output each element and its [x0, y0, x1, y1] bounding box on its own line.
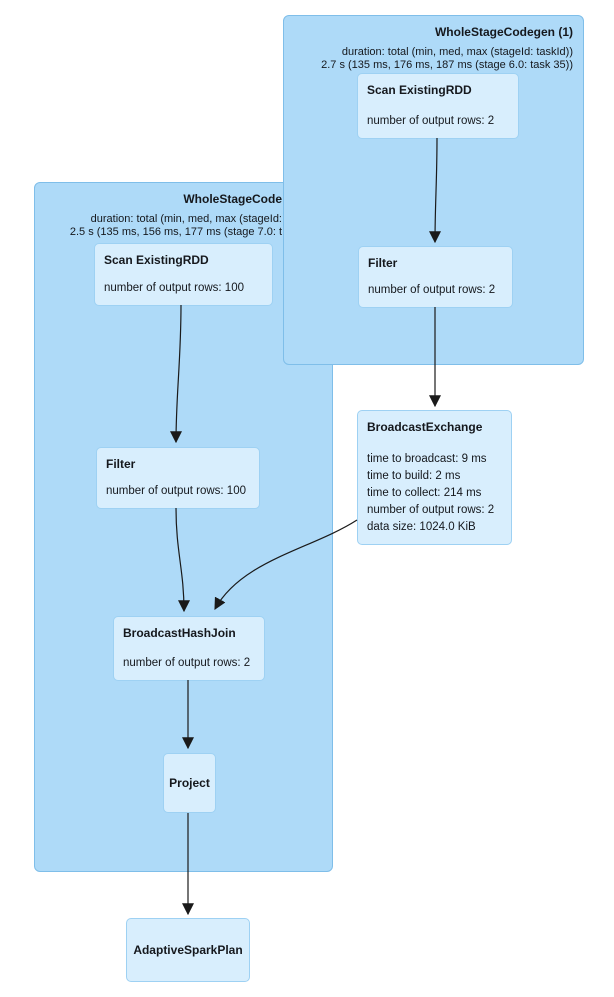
duration-label: duration: total (min, med, max (stageId: taskId)) — [341, 46, 573, 58]
node-metric: number of output rows: 2 — [123, 657, 251, 669]
node-metrics — [367, 113, 509, 130]
node-metric: time to collect: 214 ms — [367, 487, 482, 499]
node-title: Filter — [106, 457, 136, 471]
node-scan-existingrdd-2[interactable] — [94, 243, 273, 306]
node-title: Scan ExistingRDD — [367, 83, 472, 97]
node-metric: number of output rows: 2 — [368, 284, 496, 296]
node-metrics — [106, 483, 250, 500]
node-title: Filter — [368, 256, 398, 270]
node-filter-2[interactable] — [96, 447, 260, 509]
node-metrics — [123, 655, 255, 672]
cluster-duration — [284, 46, 573, 71]
node-metric: time to build: 2 ms — [367, 470, 461, 482]
node-title: BroadcastExchange — [367, 420, 483, 434]
cluster-duration — [35, 213, 282, 238]
node-broadcastexchange[interactable] — [357, 410, 512, 545]
duration-label: duration: total (min, med, max (stageId: — [90, 213, 282, 225]
node-metric: number of output rows: 2 — [367, 115, 495, 127]
node-title: Scan ExistingRDD — [104, 253, 209, 267]
node-metrics — [104, 280, 263, 297]
node-metric: number of output rows: 100 — [106, 485, 246, 497]
node-metric: data size: 1024.0 KiB — [367, 521, 476, 533]
node-project[interactable] — [163, 753, 216, 813]
cluster-header — [284, 16, 583, 71]
cluster-wholestagecodegen-1 — [283, 15, 584, 365]
duration-value: 2.7 s (135 ms, 176 ms, 187 ms (stage 6.0: task 35)) — [321, 58, 573, 71]
node-title: BroadcastHashJoin — [123, 626, 236, 640]
cluster-title: WholeStageCode — [183, 192, 282, 206]
node-adaptivesparkplan[interactable] — [126, 918, 250, 982]
node-scan-existingrdd-1[interactable] — [357, 73, 519, 139]
node-filter-1[interactable] — [358, 246, 513, 308]
node-broadcasthashjoin[interactable] — [113, 616, 265, 681]
cluster-title: WholeStageCodegen (1) — [434, 25, 573, 39]
node-metrics — [368, 282, 503, 299]
node-title: Project — [169, 776, 210, 790]
duration-value: 2.5 s (135 ms, 156 ms, 177 ms (stage 7.0: t — [69, 225, 282, 238]
node-title: AdaptiveSparkPlan — [133, 943, 243, 957]
node-metric: number of output rows: 2 — [367, 504, 495, 516]
node-metric: number of output rows: 100 — [104, 282, 244, 294]
node-metrics — [367, 451, 502, 536]
node-metric: time to broadcast: 9 ms — [367, 453, 487, 465]
